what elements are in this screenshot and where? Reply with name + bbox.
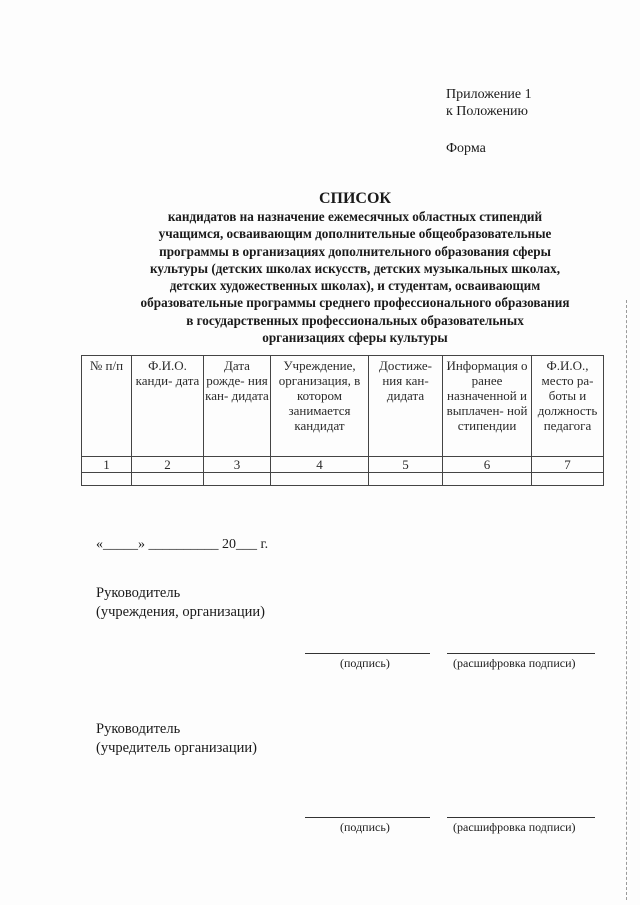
scan-edge-line [626,300,627,900]
table-cell [369,473,443,486]
title-line: образовательные программы среднего профессионального образования [140,295,570,311]
decoding-line [447,653,595,654]
column-header-name: Ф.И.О. канди- дата [132,356,204,457]
table-cell [443,473,532,486]
regulation-label: к Положению [446,104,529,119]
document-title [90,190,620,346]
column-number: 1 [82,457,132,473]
decoding-caption: (расшифровка подписи) [453,656,576,670]
title-line: программы в организациях дополнительного образования сферы [159,243,551,259]
column-header-birthdate: Дата рожде- ния кан- дидата [204,356,271,457]
table-row [82,473,604,486]
form-label: Форма [446,141,486,156]
column-number: 4 [271,457,369,473]
decoding-caption: (расшифровка подписи) [453,820,576,834]
signer-title: Руководитель [96,585,181,601]
table-cell [82,473,132,486]
title-line: в государственных профессиональных образовательных [186,312,524,328]
signer-subtitle: (учреждения, организации) [96,604,266,620]
table-cell [204,473,271,486]
signature-caption: (подпись) [340,820,390,834]
signer-subtitle: (учредитель организации) [96,740,257,756]
table-cell [532,473,604,486]
column-header-scholarship-info: Информация о ранее назначенной и выплачен- ной стипендии [443,356,532,457]
table-cell [271,473,369,486]
column-number: 5 [369,457,443,473]
column-number: 2 [132,457,204,473]
column-header-achievements: Достиже- ния кан- дидата [369,356,443,457]
column-header-number: № п/п [82,356,132,457]
table-header-row [82,356,604,457]
signature-line [305,817,430,818]
title-line: культуры (детских школах искусств, детских музыкальных школах, [149,260,561,276]
signature-block-director [96,584,265,622]
title-main: СПИСОК [318,190,392,207]
column-number: 7 [532,457,604,473]
title-line: кандидатов на назначение ежемесячных областных стипендий [167,209,543,224]
signature-block-founder [96,720,257,758]
candidates-table [81,355,604,486]
signature-line [305,653,430,654]
decoding-line [447,817,595,818]
attachment-header [446,86,532,157]
date-line: «_____» __________ 20___ г. [96,537,269,552]
table-cell [132,473,204,486]
attachment-label: Приложение 1 [446,87,532,102]
column-header-institution: Учреждение, организация, в котором занимается кандидат [271,356,369,457]
title-line: детских художественных школах), и студентам, осваивающим [169,278,541,294]
title-line: организациях сферы культуры [262,330,448,346]
signer-title: Руководитель [96,721,181,737]
title-line: учащимся, осваивающим дополнительные общеобразовательные [158,226,552,242]
column-header-teacher: Ф.И.О., место ра- боты и должность педагога [532,356,604,457]
column-number: 3 [204,457,271,473]
column-number: 6 [443,457,532,473]
table-number-row [82,457,604,473]
signature-caption: (подпись) [340,656,390,670]
